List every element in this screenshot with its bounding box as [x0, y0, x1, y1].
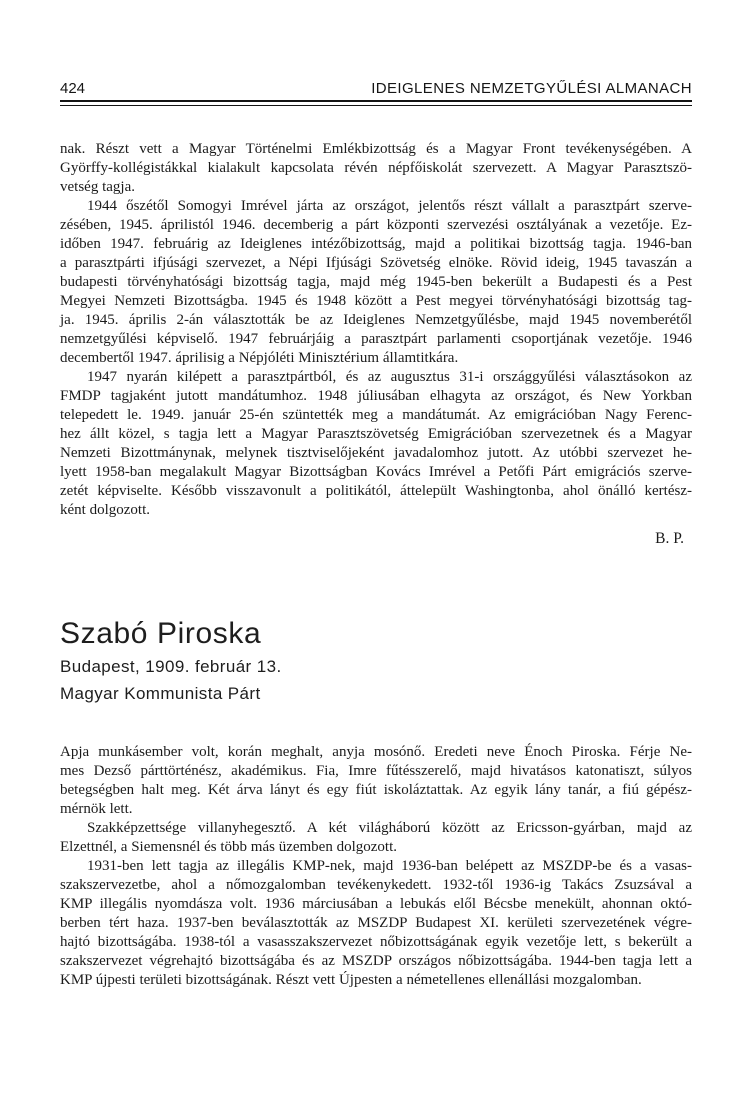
text-line: Nemzeti Bizottmánynak, melynek tisztviselőjeként javadalomhoz jutott. Az utóbbi szervezet he- — [60, 444, 692, 461]
previous-entry-text — [60, 140, 692, 520]
text-line: KMP újpesti területi bizottságának. Részt vett Újpesten a németellenes ellenállási mozgalomban. — [60, 971, 642, 988]
text-line: 1931-ben lett tagja az illegális KMP-nek, majd 1936-ban belépett az MSZDP-be és a vasas- — [87, 857, 692, 874]
page-header — [60, 0, 692, 97]
text-line: decembertől 1947. áprilisig a Népjóléti Minisztérium államtitkára. — [60, 349, 459, 366]
entry-birth-line: Budapest, 1909. február 13. — [60, 656, 282, 676]
header-rule — [60, 100, 692, 106]
header-rule-thin — [60, 105, 692, 106]
text-line: mes Dezső párttörténész, akadémikus. Fia, Imre fűtésszerelő, majd hivatásos katonatiszt, súlyos — [60, 762, 692, 779]
text-line: időben 1947. februárig az Ideiglenes intézőbizottság, majd a politikai bizottság tagja. 1946-ban — [60, 235, 692, 252]
entry-party-line: Magyar Kommunista Párt — [60, 683, 261, 703]
text-line: Györffy-kollégistákkal kialakult kapcsolata révén népfőiskolát szervezett. A Magyar Parasztszö- — [60, 159, 692, 176]
text-line: nemzetgyűlési képviselő. 1947 februárjáig a parasztpárt parlamenti csoportjának vezetője. 1946 — [60, 330, 692, 347]
text-line: 1944 őszétől Somogyi Imrével járta az országot, jelentős részt vállalt a parasztpárt szerve- — [87, 197, 692, 214]
entry-body-text — [60, 743, 692, 990]
text-line: nak. Részt vett a Magyar Történelmi Emlékbizottság és a Magyar Front tevékenységében. A — [60, 140, 692, 157]
signature-initials: B. P. — [655, 529, 684, 547]
text-line: hajtó bizottságába. 1938-tól a vasasszakszervezet nőbizottságának egyik vezetője lett, s bekerült a — [60, 933, 692, 950]
text-line: szakszervezetbe, ahol a nőmozgalomban tevékenykedett. 1932-től 1936-ig Takács Zsuzsával a — [60, 876, 692, 893]
text-line: hez állt közel, s tagja lett a Magyar Parasztszövetség Emigrációban szervezetnek és a Magyar — [60, 425, 692, 442]
page-number: 424 — [60, 80, 86, 97]
entry-name-heading: Szabó Piroska — [60, 616, 262, 650]
text-line: Megyei Nemzeti Bizottságba. 1945 és 1948 között a Pest megyei törvényhatósági bizottság tag- — [60, 292, 692, 309]
running-header-title: IDEIGLENES NEMZETGYŰLÉSI ALMANACH — [371, 80, 692, 97]
text-line: ja. 1945. április 2-án választották be az Ideiglenes Nemzetgyűlésbe, majd 1945 novemberétől — [60, 311, 692, 328]
text-line: telepedett le. 1949. január 25-én szüntették meg a mandátumát. Az emigrációban Nagy Ferenc- — [60, 406, 692, 423]
text-line: berben tért haza. 1937-ben beválasztották az MSZDP Budapest XI. kerületi szervezetének végre- — [60, 914, 692, 931]
text-line: ként dolgozott. — [60, 501, 150, 518]
text-line: zetét képviselte. Később visszavonult a politikától, áttelepült Washingtonba, ahol önálló kertész- — [60, 482, 692, 499]
text-line: 1947 nyarán kilépett a parasztpártból, és az augusztus 31-i országgyűlési választásokon az — [87, 368, 692, 385]
text-line: zésében, 1945. áprilistól 1946. decemberig a párt központi szervezési osztályának a vezetője. Ez- — [60, 216, 692, 233]
text-line: FMDP tagjaként jutott mandátumhoz. 1948 júliusában elhagyta az országot, és New Yorkban — [60, 387, 692, 404]
text-line: lyett 1958-ban megalakult Magyar Bizottságban Kovács Imrével a Petőfi Párt emigrációs szerve- — [60, 463, 692, 480]
entry-heading-block — [60, 618, 692, 704]
header-rule-thick — [60, 100, 692, 102]
text-line: a parasztpárti ifjúsági szervezet, a Népi Ifjúsági Szövetség elnöke. Rövid ideig, 1945 tavaszán a — [60, 254, 692, 271]
text-line: Apja munkásember volt, korán meghalt, anyja mosónő. Eredeti neve Énoch Piroska. Férje Ne- — [60, 743, 692, 760]
text-line: mérnök lett. — [60, 800, 133, 817]
text-line: Elzettnél, a Siemensnél és több más üzemben dolgozott. — [60, 838, 397, 855]
text-line: vetség tagja. — [60, 178, 135, 195]
text-line: KMP illegális nyomdásza volt. 1936 márciusában a lebukás elől Bécsbe menekült, ahonnan októ- — [60, 895, 692, 912]
text-line: betegségben halt meg. Két árva lányt és egy fiút iskoláztattak. Az egyik lány tanár, a fiú gépész- — [60, 781, 692, 798]
text-line: budapesti törvényhatósági bizottság tagja, majd még 1945-ben bekerült a Budapesti és a Pest — [60, 273, 692, 290]
text-line: szakszervezet végrehajtó bizottságába és az MSZDP országos nőbizottságába. 1944-ben tagja lett a — [60, 952, 692, 969]
text-line: Szakképzettsége villanyhegesztő. A két világháború között az Ericsson-gyárban, majd az — [87, 819, 692, 836]
